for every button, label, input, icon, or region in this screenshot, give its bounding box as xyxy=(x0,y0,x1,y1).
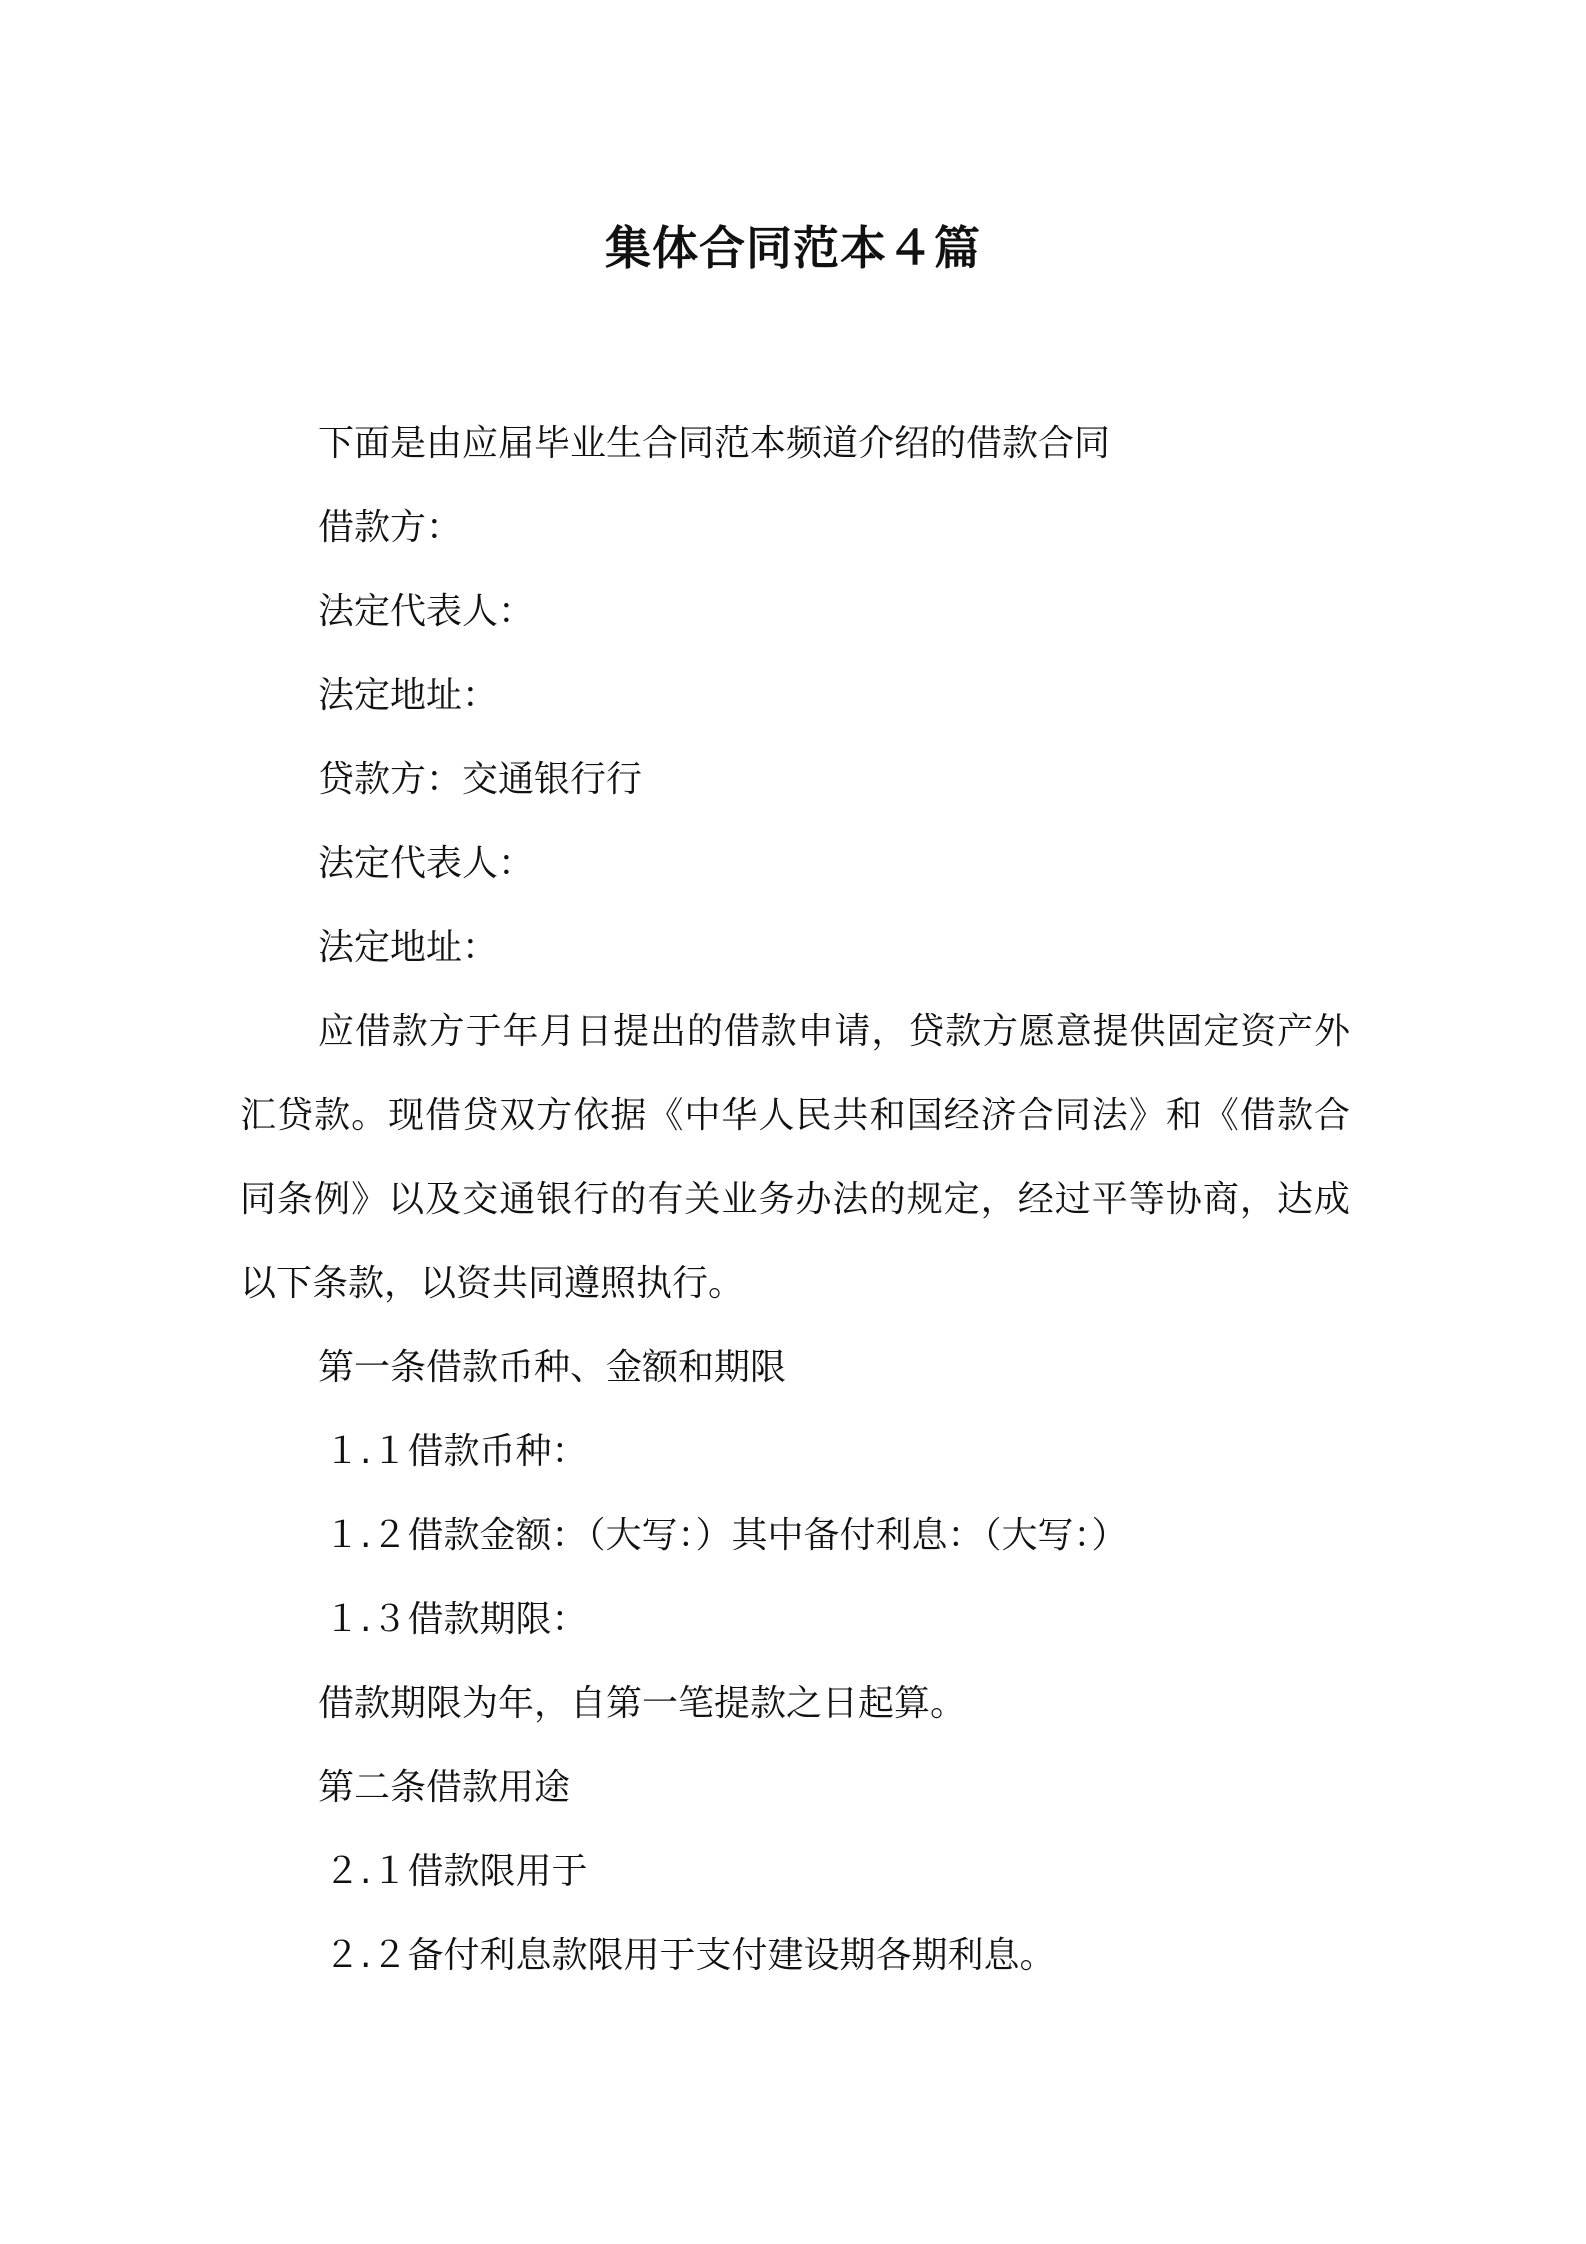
document-body xyxy=(240,402,1350,1998)
item-1-2: １.２借款金额：（大写：）其中备付利息：（大写：） xyxy=(324,1515,1128,1556)
document-title: 集体合同范本４篇 xyxy=(605,221,981,275)
lender-representative-line: 法定代表人： xyxy=(318,843,535,884)
item-2-1: ２.１借款限用于 xyxy=(324,1851,588,1892)
term-detail-line: 借款期限为年，自第一笔提款之日起算。 xyxy=(318,1683,967,1724)
article-1-title: 第一条借款币种、金额和期限 xyxy=(318,1347,787,1388)
lender-address-line: 法定地址： xyxy=(318,927,499,968)
article-2-title: 第二条借款用途 xyxy=(318,1767,571,1808)
item-1-3: １.３借款期限： xyxy=(324,1599,588,1640)
borrower-representative-line: 法定代表人： xyxy=(318,591,535,632)
item-1-1: １.１借款币种： xyxy=(324,1431,588,1472)
intro-line: 下面是由应届毕业生合同范本频道介绍的借款合同 xyxy=(318,423,1111,464)
borrower-line: 借款方： xyxy=(318,507,463,548)
lender-line: 贷款方：交通银行行 xyxy=(318,759,643,800)
preamble-paragraph: 应借款方于年月日提出的借款申请，贷款方愿意提供固定资产外汇贷款。现借贷双方依据《中华人民共和国经济合同法》和《借款合同条例》以及交通银行的有关业务办法的规定，经过平等协商，达成以下条款，以资共同遵照执行。 xyxy=(240,1011,1350,1304)
borrower-address-line: 法定地址： xyxy=(318,675,499,716)
item-2-2: ２.２备付利息款限用于支付建设期各期利息。 xyxy=(324,1935,1056,1976)
